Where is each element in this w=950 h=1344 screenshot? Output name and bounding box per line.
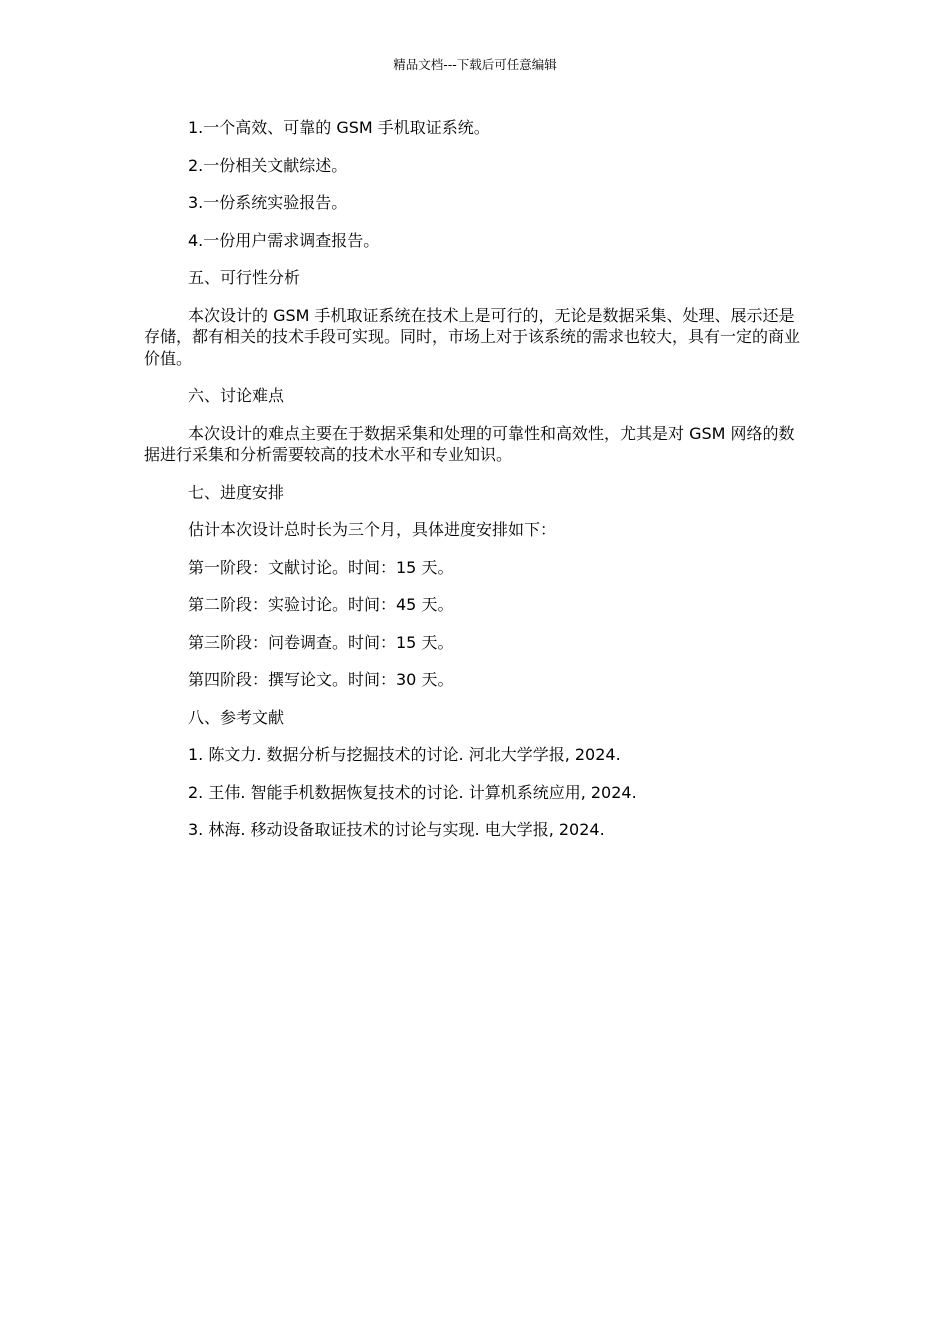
section-heading-references: 八、参考文献 [188, 707, 285, 727]
schedule-stage-3: 第三阶段：问卷调查。时间：15 天。 [188, 632, 454, 652]
deliverable-item-1: 1.一个高效、可靠的 GSM 手机取证系统。 [188, 118, 490, 137]
reference-item-1: 1. 陈文力. 数据分析与挖掘技术的讨论. 河北大学学报, 2024. [188, 745, 621, 764]
section-heading-difficulties: 六、讨论难点 [188, 386, 285, 405]
deliverable-item-4: 4.一份用户需求调查报告。 [188, 230, 380, 250]
deliverable-item-2: 2.一份相关文献综述。 [188, 155, 348, 175]
reference-item-2: 2. 王伟. 智能手机数据恢复技术的讨论. 计算机系统应用, 2024. [188, 782, 637, 802]
section-heading-feasibility: 五、可行性分析 [188, 268, 301, 287]
reference-item-3: 3. 林海. 移动设备取证技术的讨论与实现. 电大学报, 2024. [188, 820, 605, 839]
feasibility-paragraph: 本次设计的 GSM 手机取证系统在技术上是可行的，无论是数据采集、处理、展示还是存储，都有相关的技术手段可实现。同时，市场上对于该系统的需求也较大，具有一定的商业价值。 [144, 305, 801, 368]
section-heading-schedule: 七、进度安排 [188, 482, 285, 502]
difficulties-paragraph: 本次设计的难点主要在于数据采集和处理的可靠性和高效性，尤其是对 GSM 网络的数据进行采集和分析需要较高的技术水平和专业知识。 [144, 423, 795, 464]
schedule-stage-4: 第四阶段：撰写论文。时间：30 天。 [188, 670, 454, 689]
deliverable-item-3: 3.一份系统实验报告。 [188, 193, 348, 212]
schedule-stage-2: 第二阶段：实验讨论。时间：45 天。 [188, 595, 454, 614]
page-header: 精品文档---下载后可任意编辑 [393, 57, 557, 72]
schedule-stage-1: 第一阶段：文献讨论。时间：15 天。 [188, 557, 454, 577]
schedule-intro: 估计本次设计总时长为三个月，具体进度安排如下： [188, 520, 557, 539]
document-body [144, 117, 800, 857]
